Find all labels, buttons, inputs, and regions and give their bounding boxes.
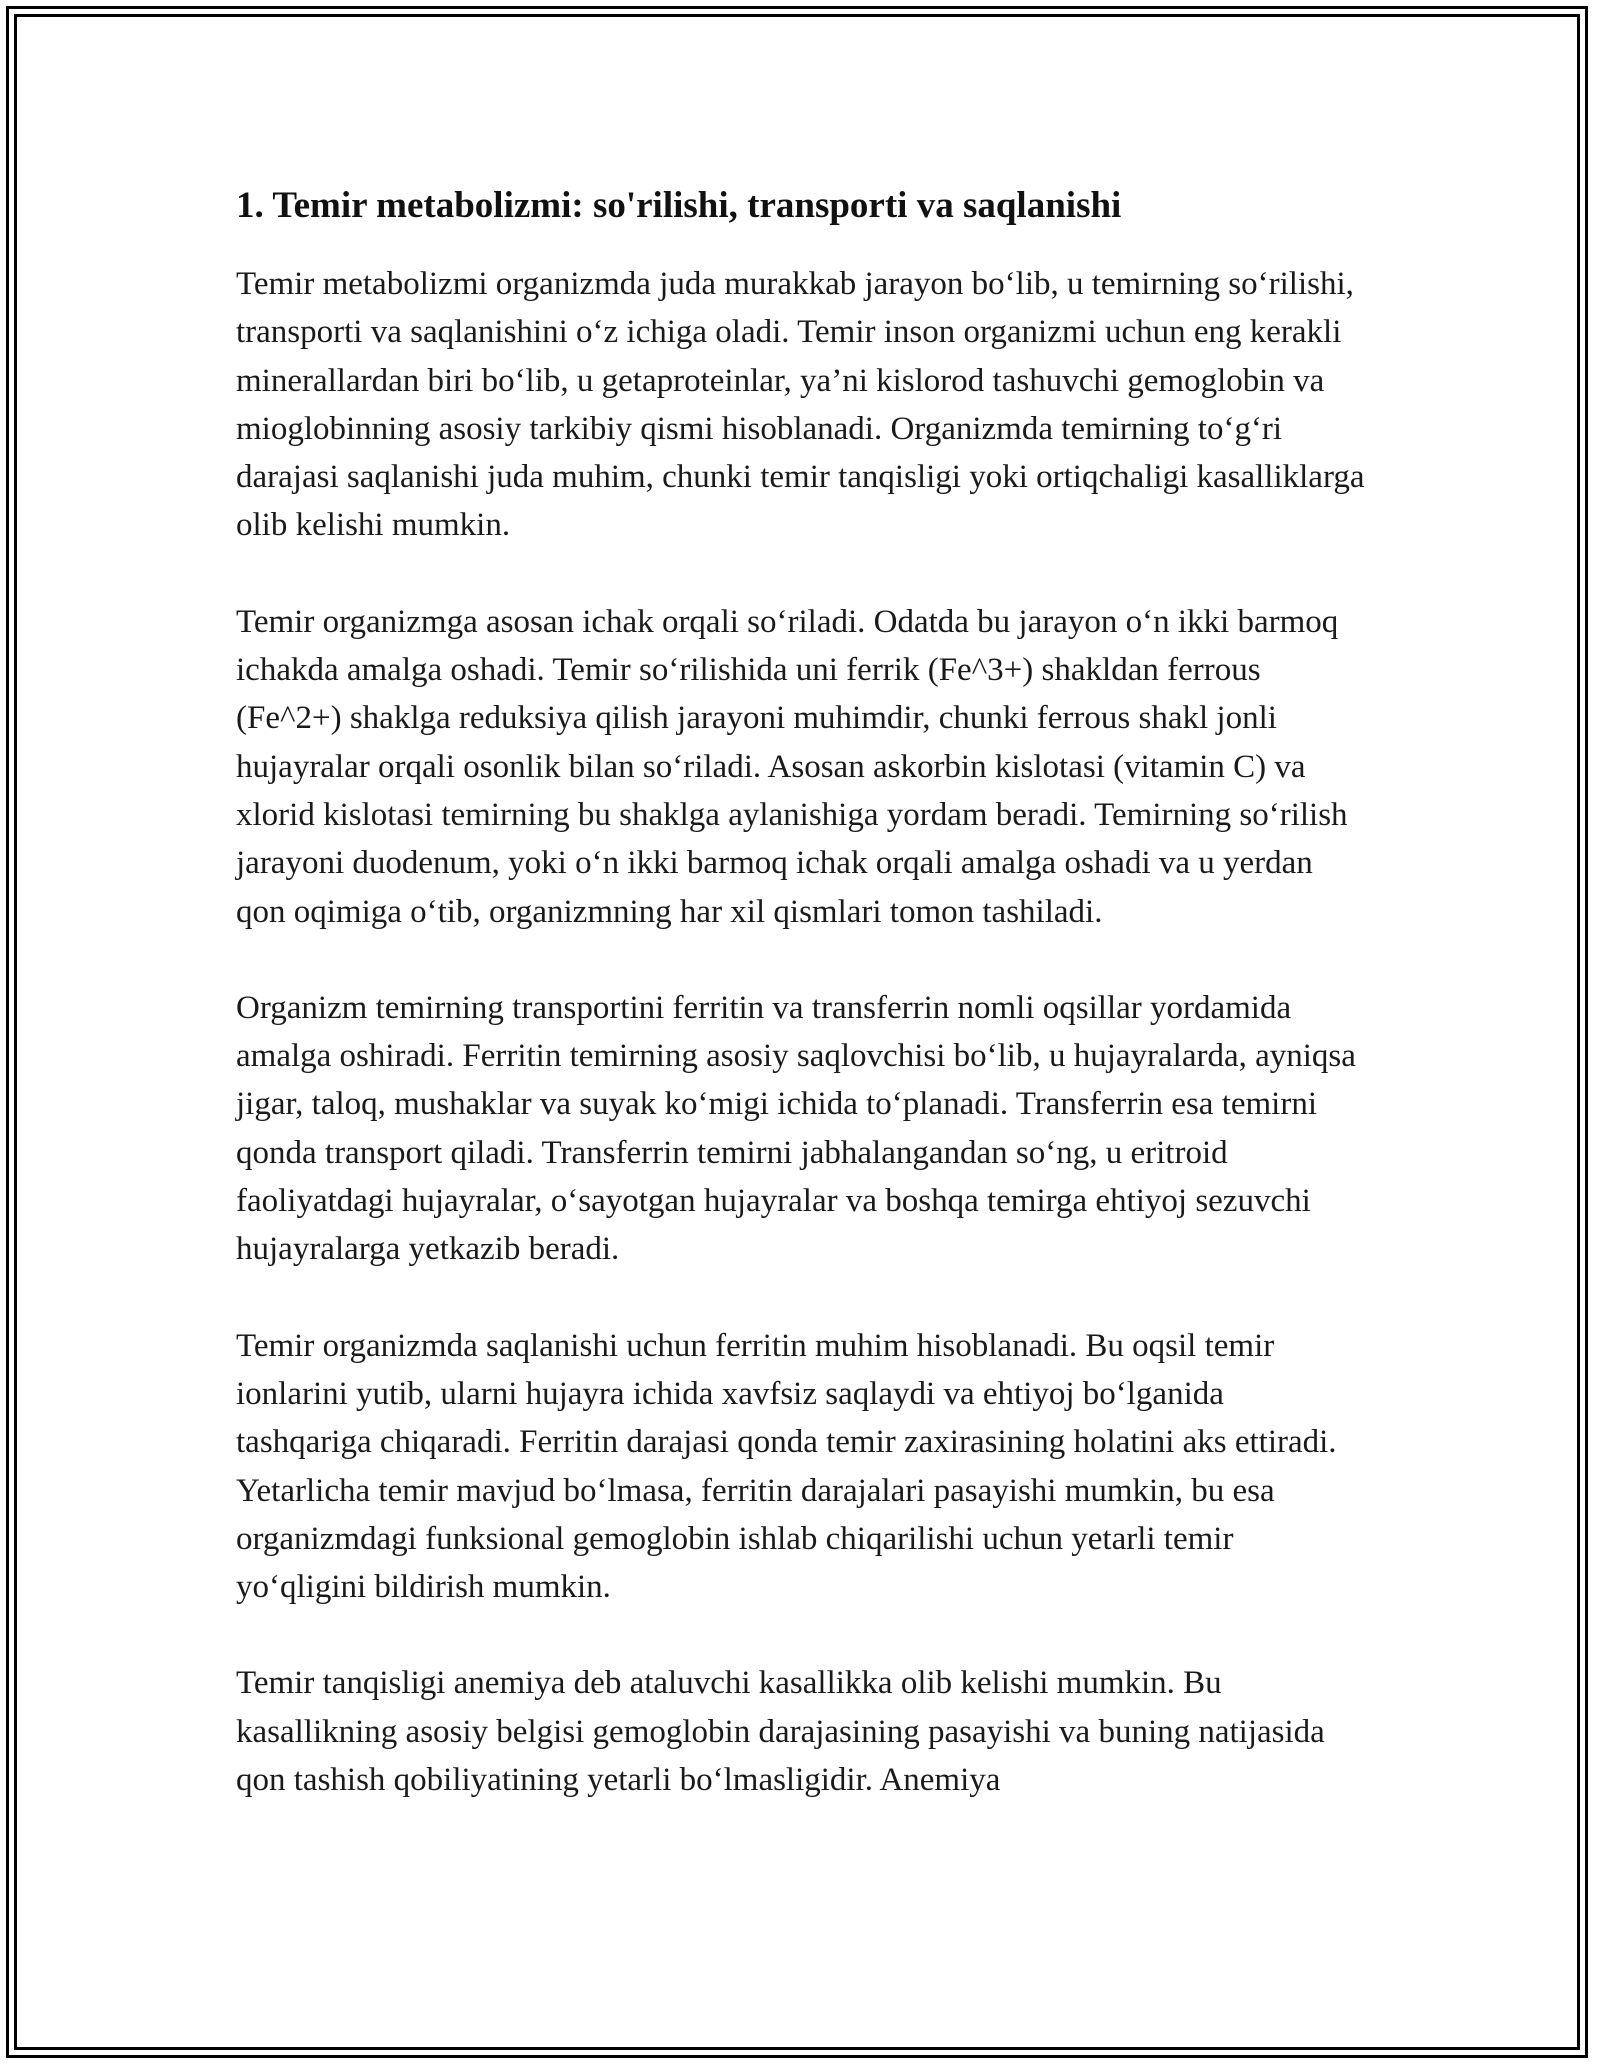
section-heading: 1. Temir metabolizmi: so'rilishi, transporti va saqlanishi: [236, 185, 1122, 226]
document-body: [236, 182, 1366, 1852]
paragraph-iron-deficiency: Temir tanqisligi anemiya deb ataluvchi kasallikka olib kelishi mumkin. Bu kasallikning asosiy belgisi gemoglobin darajasining pasayishi va buning natijasida qon tashish qobiliyatining yetarli bo‘lmasligidir. Anemiya: [236, 1665, 1325, 1799]
paragraph-iron-absorption: Temir organizmga asosan ichak orqali so‘riladi. Odatda bu jarayon o‘n ikki barmoq ichakda amalga oshadi. Temir so‘rilishida uni ferrik (Fe^3+) shakldan ferrous (Fe^2+) shaklga reduksiya qilish jarayoni muhimdir, chunki ferrous shakl jonli hujayralar orqali osonlik bilan so‘riladi. Asosan askorbin kislotasi (vitamin C) va xlorid kislotasi temirning bu shaklga aylanishiga yordam beradi. Temirning so‘rilish jarayoni duodenum, yoki o‘n ikki barmoq ichak orqali amalga oshadi va u yerdan qon oqimiga o‘tib, organizmning har xil qismlari tomon tashiladi.: [236, 603, 1348, 930]
paragraph-iron-transport: Organizm temirning transportini ferritin va transferrin nomli oqsillar yordamida amalga oshiradi. Ferritin temirning asosiy saqlovchisi bo‘lib, u hujayralarda, ayniqsa jigar, taloq, mushaklar va suyak ko‘migi ichida to‘planadi. Transferrin esa temirni qonda transport qiladi. Transferrin temirni jabhalangandan so‘ng, u eritroid faoliyatdagi hujayralar, o‘sayotgan hujayralar va boshqa temirga ehtiyoj sezuvchi hujayralarga yetkazib beradi.: [236, 989, 1356, 1268]
paragraph-iron-metabolism-intro: Temir metabolizmi organizmda juda murakkab jarayon bo‘lib, u temirning so‘rilishi, transporti va saqlanishini o‘z ichiga oladi. Temir inson organizmi uchun eng kerakli minerallardan biri bo‘lib, u getaproteinlar, ya’ni kislorod tashuvchi gemoglobin va mioglobinning asosiy tarkibiy qismi hisoblanadi. Organizmda temirning to‘g‘ri darajasi saqlanishi juda muhim, chunki temir tanqisligi yoki ortiqchaligi kasalliklarga olib kelishi mumkin.: [236, 266, 1365, 544]
paragraph-iron-storage: Temir organizmda saqlanishi uchun ferritin muhim hisoblanadi. Bu oqsil temir ionlarini yutib, ularni hujayra ichida xavfsiz saqlaydi va ehtiyoj bo‘lganida tashqariga chiqaradi. Ferritin darajasi qonda temir zaxirasining holatini aks ettiradi. Yetarlicha temir mavjud bo‘lmasa, ferritin darajalari pasayishi mumkin, bu esa organizmdagi funksional gemoglobin ishlab chiqarilishi uchun yetarli temir yo‘qligini bildirish mumkin.: [236, 1327, 1337, 1606]
